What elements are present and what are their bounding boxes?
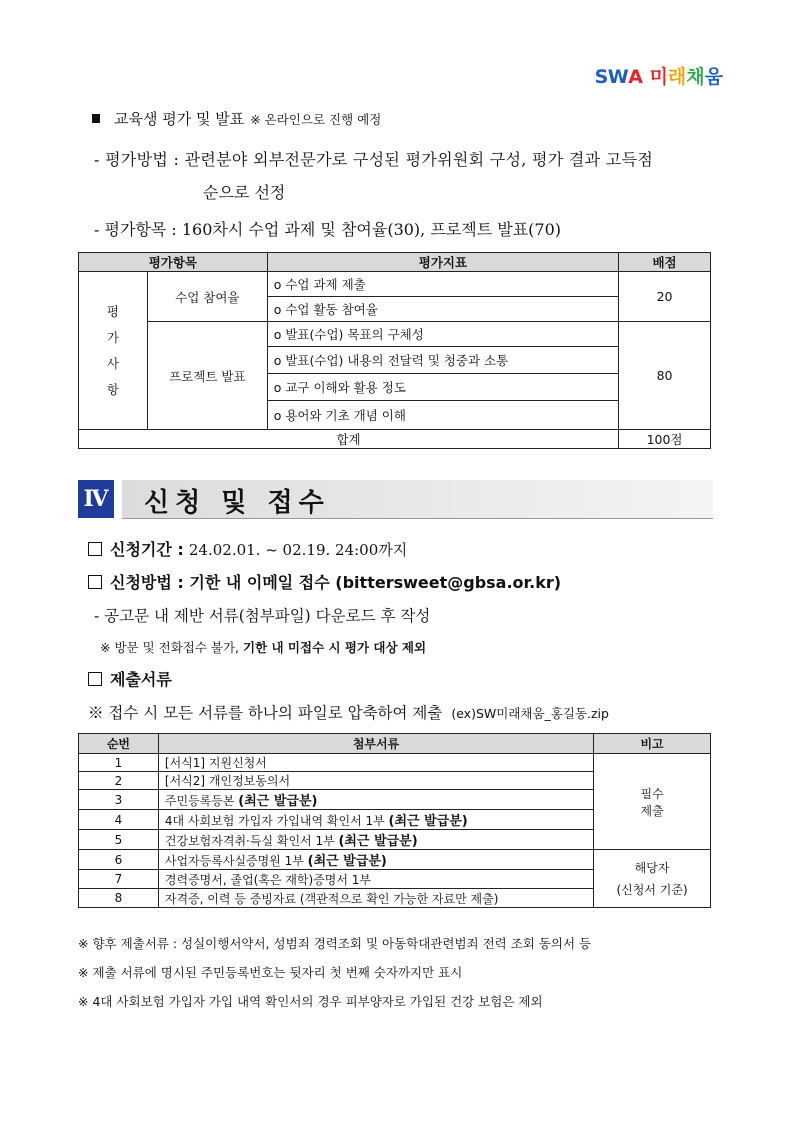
indicator: o 교구 이해와 활용 정도 bbox=[267, 374, 618, 401]
section-number: Ⅳ bbox=[78, 480, 114, 518]
square-bullet-icon bbox=[92, 114, 100, 123]
indicator: o 용어와 기초 개념 이해 bbox=[267, 401, 618, 430]
docs-table bbox=[78, 733, 711, 908]
remark-applicable: 해당자 (신청서 기준) bbox=[594, 850, 711, 908]
docs-heading: 제출서류 bbox=[88, 667, 172, 690]
apply-method-sub: - 공고문 내 제반 서류(첨부파일) 다운로드 후 작성 bbox=[94, 607, 431, 625]
docs-note: ※ 접수 시 모든 서류를 하나의 파일로 압축하여 제출 (ex)SW미래채움_홍길동.zip bbox=[88, 704, 609, 722]
row-no: 5 bbox=[79, 830, 159, 850]
row-doc: 사업자등록사실증명원 1부 (최근 발급분) bbox=[158, 850, 593, 870]
footnote: ※ 향후 제출서류 : 성실이행서약서, 성범죄 경력조회 및 아동학대관련범죄 전력 조회 동의서 등 bbox=[78, 936, 592, 951]
row-doc: 주민등록등본 (최근 발급분) bbox=[158, 790, 593, 810]
indicator: o 수업 활동 참여율 bbox=[267, 297, 618, 322]
indicator: o 수업 과제 제출 bbox=[267, 272, 618, 297]
row-doc: 경력증명서, 졸업(혹은 재학)증명서 1부 bbox=[158, 870, 593, 889]
footnote: ※ 4대 사회보험 가입자 가입 내역 확인서의 경우 피부양자로 가입된 건강 보험은 제외 bbox=[78, 994, 543, 1009]
footnote: ※ 제출 서류에 명시된 주민등록번호는 뒷자리 첫 번째 숫자까지만 표시 bbox=[78, 965, 463, 980]
row-doc: 4대 사회보험 가입자 가입내역 확인서 1부 (최근 발급분) bbox=[158, 810, 593, 830]
row-no: 8 bbox=[79, 889, 159, 908]
row-no: 4 bbox=[79, 810, 159, 830]
row-doc: [서식1] 지원신청서 bbox=[158, 754, 593, 772]
score: 20 bbox=[619, 272, 711, 322]
row-doc: 건강보험자격취·득실 확인서 1부 (최근 발급분) bbox=[158, 830, 593, 850]
section-header bbox=[78, 478, 713, 520]
score: 80 bbox=[619, 322, 711, 430]
eval-method-line2: 순으로 선정 bbox=[203, 183, 286, 202]
apply-method-note: ※ 방문 및 전화접수 불가, 기한 내 미접수 시 평가 대상 제외 bbox=[100, 640, 427, 655]
row-no: 1 bbox=[79, 754, 159, 772]
row-no: 2 bbox=[79, 772, 159, 790]
checkbox-square-icon bbox=[88, 542, 102, 556]
total-label: 합계 bbox=[79, 430, 619, 449]
eval-items-line: - 평가항목 : 160차시 수업 과제 및 참여율(30), 프로젝트 발표(70) bbox=[94, 220, 562, 239]
total-score: 100점 bbox=[619, 430, 711, 449]
eval-method-line1: - 평가방법 : 관련분야 외부전문가로 구성된 평가위원회 구성, 평가 결과 고득점 bbox=[94, 150, 654, 169]
indicator: o 발표(수업) 목표의 구체성 bbox=[267, 322, 618, 347]
row-no: 3 bbox=[79, 790, 159, 810]
eval-table bbox=[78, 252, 711, 449]
section-title: 신청 및 접수 bbox=[144, 488, 330, 518]
row-no: 6 bbox=[79, 850, 159, 870]
header-eval-item: 평가항목 bbox=[79, 253, 268, 272]
apply-period: 신청기간 : 24.02.01. ~ 02.19. 24:00까지 bbox=[88, 537, 407, 560]
apply-method: 신청방법 : 기한 내 이메일 접수 (bittersweet@gbsa.or.kr) bbox=[88, 570, 561, 593]
row-doc: [서식2] 개인정보동의서 bbox=[158, 772, 593, 790]
row-no: 7 bbox=[79, 870, 159, 889]
checkbox-square-icon bbox=[88, 672, 102, 686]
header-doc: 첨부서류 bbox=[158, 734, 593, 754]
checkbox-square-icon bbox=[88, 575, 102, 589]
header-eval-indicator: 평가지표 bbox=[267, 253, 618, 272]
indicator: o 발표(수업) 내용의 전달력 및 청중과 소통 bbox=[267, 347, 618, 374]
remark-required: 필수 제출 bbox=[594, 754, 711, 850]
header-no: 순번 bbox=[79, 734, 159, 754]
row-doc: 자격증, 이력 등 증빙자료 (객관적으로 확인 가능한 자료만 제출) bbox=[158, 889, 593, 908]
group-name: 프로젝트 발표 bbox=[147, 322, 267, 430]
group-name: 수업 참여율 bbox=[147, 272, 267, 322]
logo: SWA 미래채움 bbox=[594, 66, 723, 88]
eval-heading: 교육생 평가 및 발표 ※ 온라인으로 진행 예정 bbox=[92, 108, 381, 129]
header-remark: 비고 bbox=[594, 734, 711, 754]
side-label: 평 가 사 항 bbox=[79, 272, 148, 430]
header-score: 배점 bbox=[619, 253, 711, 272]
